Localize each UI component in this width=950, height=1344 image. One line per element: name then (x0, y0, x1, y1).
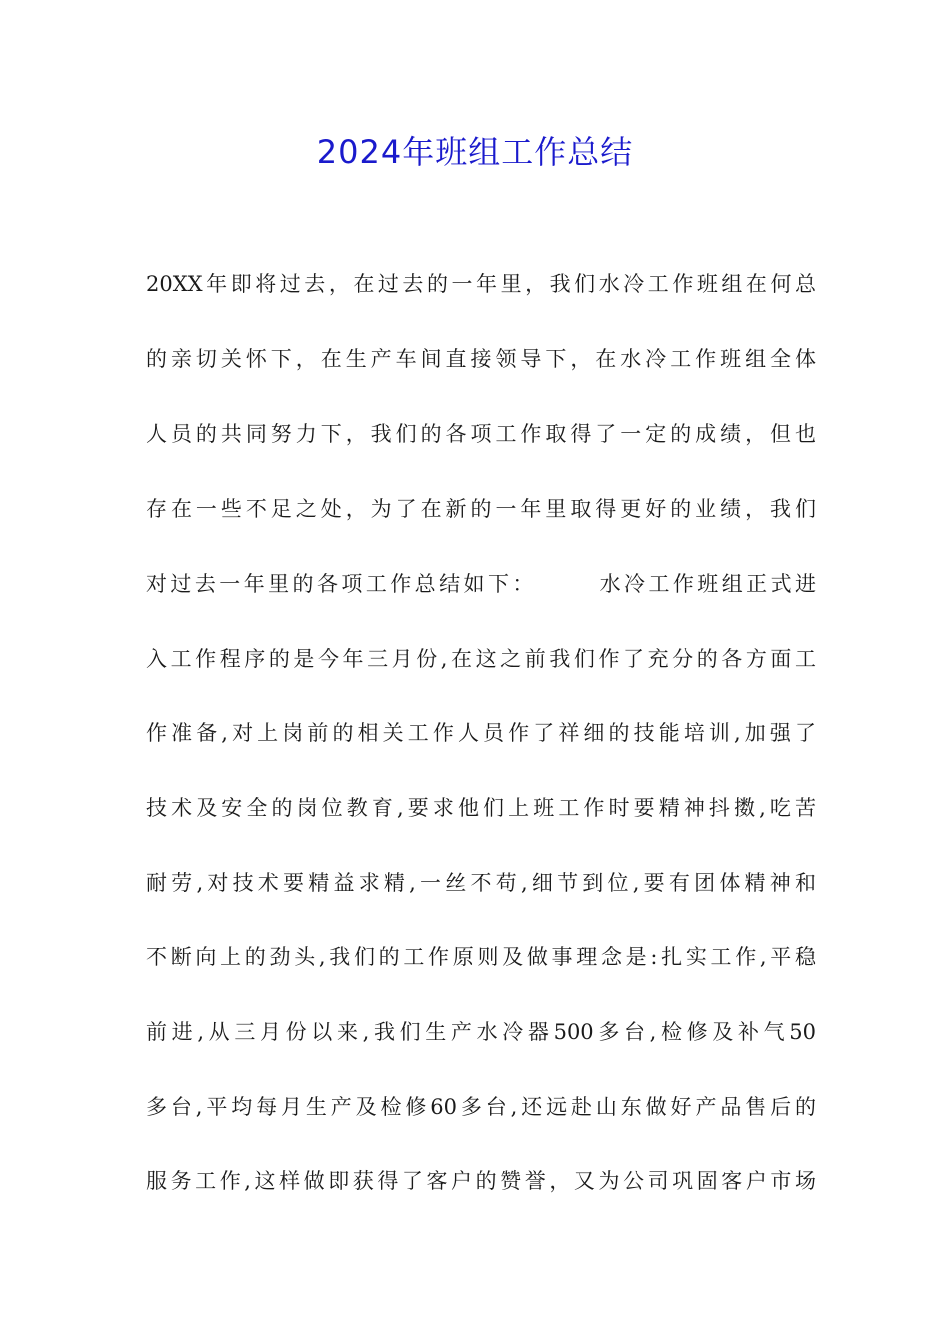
body-line: 前进,从三月份以来,我们生产水冷器500多台,检修及补气50 (146, 1020, 816, 1044)
body-line: 入工作程序的是今年三月份,在这之前我们作了充分的各方面工 (146, 647, 816, 671)
document-title: 2024年班组工作总结 (316, 133, 634, 171)
body-line: 20XX年即将过去，在过去的一年里，我们水冷工作班组在何总 (146, 272, 816, 296)
body-line: 存在一些不足之处，为了在新的一年里取得更好的业绩，我们 (146, 497, 816, 521)
body-line: 耐劳,对技术要精益求精,一丝不苟,细节到位,要有团体精神和 (146, 871, 816, 895)
body-line: 服务工作,这样做即获得了客户的赞誉，又为公司巩固客户市场 (146, 1169, 816, 1193)
body-line: 技术及安全的岗位教育,要求他们上班工作时要精神抖擞,吃苦 (146, 796, 816, 820)
body-line: 不断向上的劲头,我们的工作原则及做事理念是:扎实工作,平稳 (146, 945, 816, 969)
body-line: 人员的共同努力下，我们的各项工作取得了一定的成绩，但也 (146, 422, 816, 446)
body-line: 作准备,对上岗前的相关工作人员作了祥细的技能培训,加强了 (146, 721, 816, 745)
body-line: 对过去一年里的各项工作总结如下： 水冷工作班组正式进 (146, 572, 816, 596)
body-line: 多台,平均每月生产及检修60多台,还远赴山东做好产品售后的 (146, 1095, 816, 1119)
body-line: 的亲切关怀下，在生产车间直接领导下，在水冷工作班组全体 (146, 347, 816, 371)
